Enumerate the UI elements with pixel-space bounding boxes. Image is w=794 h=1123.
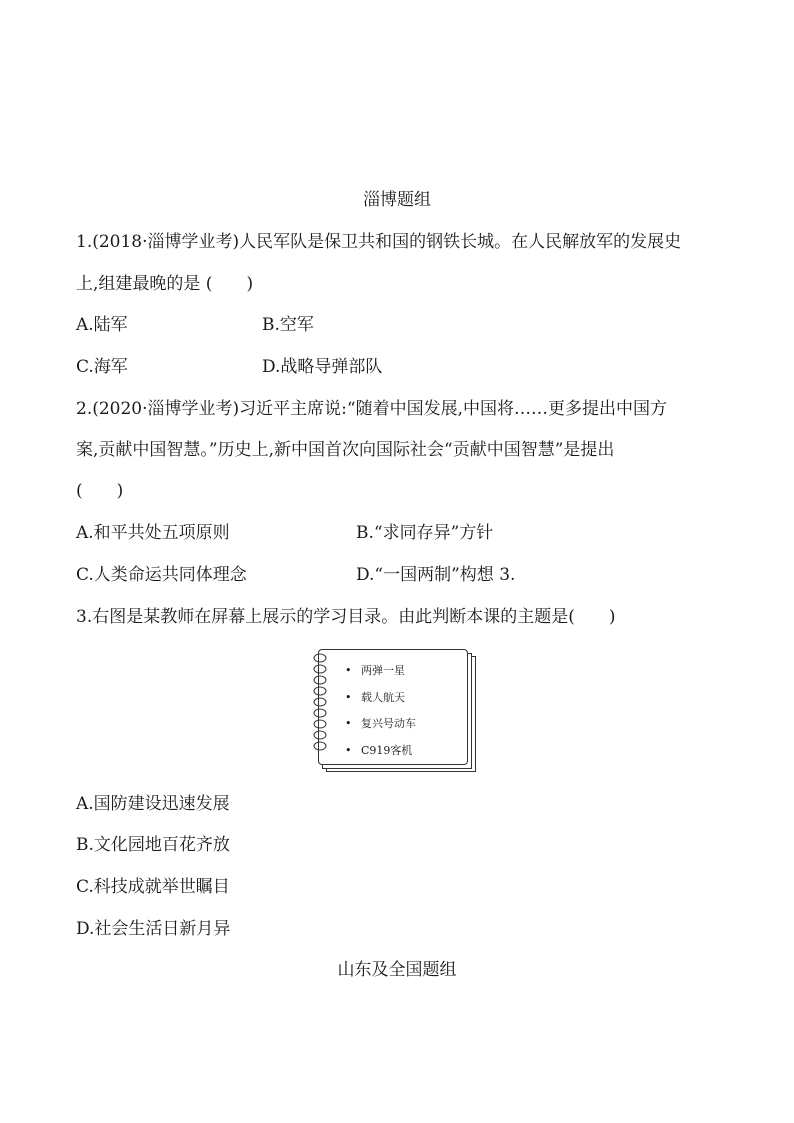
question-3-option-b[interactable]: B.文化园地百花齐放 <box>76 835 230 855</box>
question-2-option-d[interactable]: D.“一国两制”构想 3. <box>356 565 516 585</box>
question-3-option-d[interactable]: D.社会生活日新月异 <box>76 919 231 939</box>
notebook-list-item: • 载人航天 <box>345 690 405 704</box>
section-title-zibo: 淄博题组 <box>363 190 431 210</box>
question-2-stem-line-3: ( ) <box>76 481 124 501</box>
question-1-option-c[interactable]: C.海军 <box>76 357 128 377</box>
question-2-option-b[interactable]: B.“求同存异”方针 <box>356 523 494 543</box>
question-2-option-a[interactable]: A.和平共处五项原则 <box>76 523 230 543</box>
question-3-option-c[interactable]: C.科技成就举世瞩目 <box>76 877 230 897</box>
question-1-stem-line-1: 1.(2018·淄博学业考)人民军队是保卫共和国的钢铁长城。在人民解放军的发展史 <box>76 232 682 252</box>
question-2-stem-line-1: 2.(2020·淄博学业考)习近平主席说:“随着中国发展,中国将……更多提出中国方 <box>76 399 667 419</box>
question-1-option-b[interactable]: B.空军 <box>262 315 314 335</box>
question-1-stem-line-2: 上,组建最晚的是 ( ) <box>76 274 254 294</box>
notebook-list-item: • 两弹一星 <box>345 664 405 677</box>
question-3-stem: 3.右图是某教师在屏幕上展示的学习目录。由此判断本课的主题是( ) <box>76 607 616 627</box>
question-1-option-d[interactable]: D.战略导弹部队 <box>262 357 383 377</box>
notebook-spiral-rings <box>310 652 330 760</box>
notebook-list-item: • 复兴号动车 <box>345 717 416 730</box>
notebook-list <box>345 658 416 764</box>
question-3-option-a[interactable]: A.国防建设迅速发展 <box>76 794 230 814</box>
notebook-front-page <box>318 649 468 765</box>
question-1-option-a[interactable]: A.陆军 <box>76 315 128 335</box>
notebook-list-item: • C919客机 <box>345 743 413 757</box>
question-2-stem-line-2: 案,贡献中国智慧。”历史上,新中国首次向国际社会“贡献中国智慧”是提出 <box>76 440 615 460</box>
notebook-figure <box>316 648 476 773</box>
section-title-shandong-national: 山东及全国题组 <box>337 960 457 980</box>
question-2-option-c[interactable]: C.人类命运共同体理念 <box>76 565 247 585</box>
